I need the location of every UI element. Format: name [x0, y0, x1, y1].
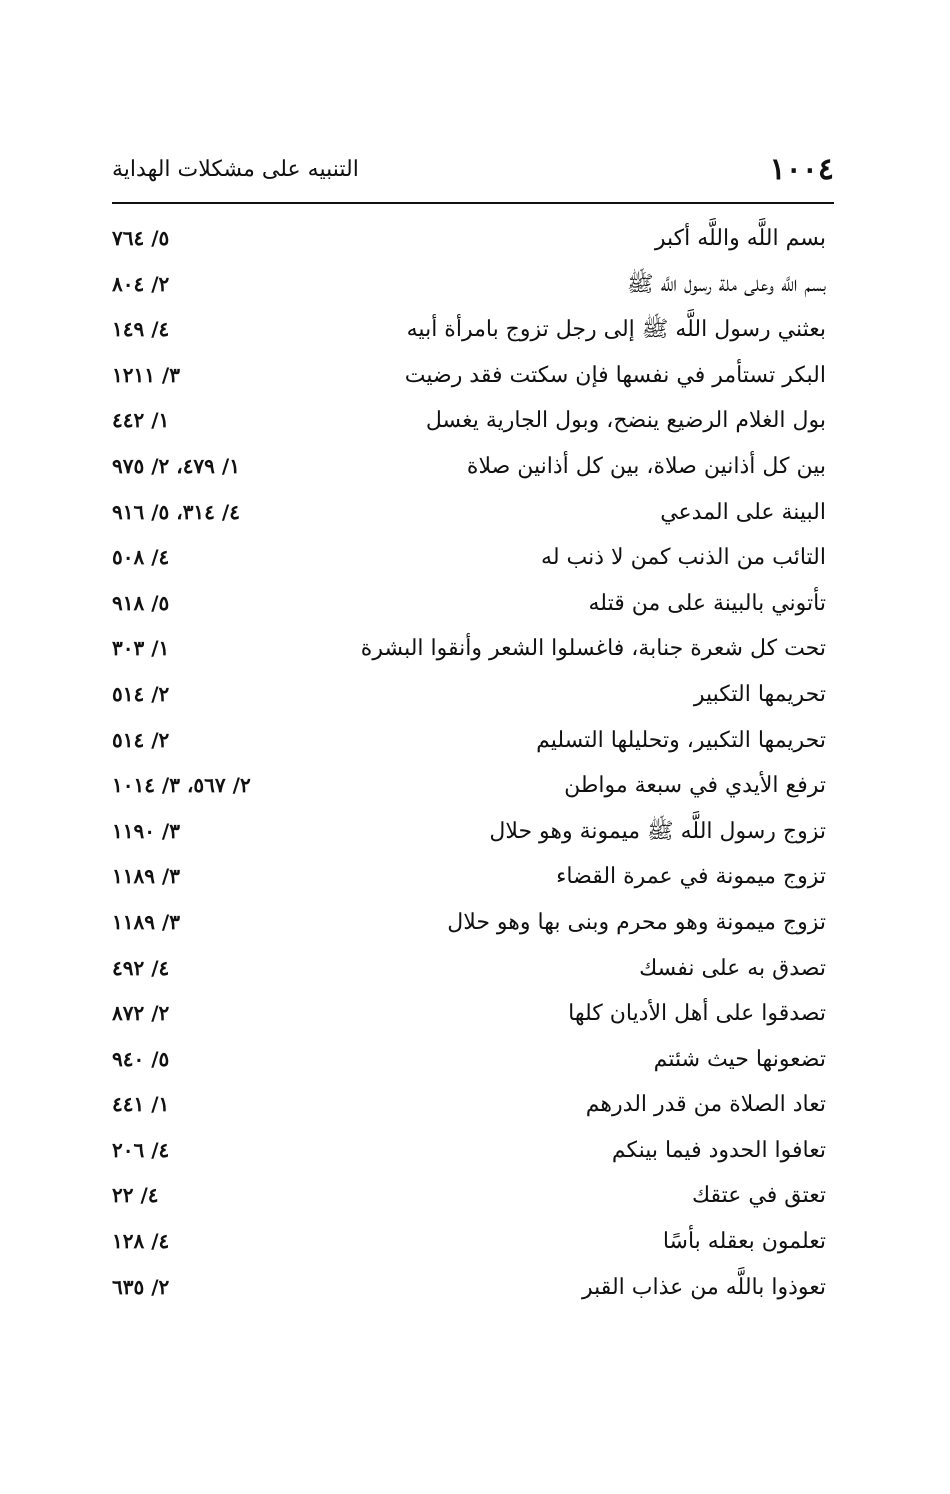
index-entry [112, 946, 826, 992]
volume-page-reference: ٣/ ١٢١١ [112, 362, 180, 387]
hadith-text: تعتق في عتقك [692, 1183, 826, 1209]
index-entry [112, 535, 826, 581]
index-entry [112, 900, 826, 946]
book-title: التنبيه على مشكلات الهداية [112, 157, 359, 182]
hadith-text: تزوج ميمونة وهو محرم وبنى بها وهو حلال [447, 909, 826, 935]
index-entry [112, 581, 826, 627]
volume-page-reference: ٣/ ١١٩٠ [112, 818, 180, 843]
hadith-text: تحريمها التكبير [693, 681, 826, 707]
volume-page-reference: ٤/ ١٢٨ [112, 1229, 170, 1254]
page-number: ١٠٠٤ [769, 152, 834, 187]
volume-page-reference: ٢/ ٥٦٧، ٣/ ١٠١٤ [112, 773, 251, 798]
volume-page-reference: ٥/ ٩١٨ [112, 590, 170, 615]
hadith-text: تضعونها حيث شئتم [653, 1046, 826, 1072]
hadith-text: تعلمون بعقله بأسًا [662, 1229, 826, 1255]
index-entry [112, 490, 826, 536]
index-entry [112, 1219, 826, 1265]
hadith-text: تصدق به على نفسك [639, 955, 826, 981]
index-entry [112, 1173, 826, 1219]
index-entry [112, 307, 826, 353]
volume-page-reference: ١/ ٤٤١ [112, 1092, 170, 1117]
volume-page-reference: ٢/ ٦٣٥ [112, 1274, 170, 1299]
index-entry [112, 672, 826, 718]
hadith-text: تصدقوا على أهل الأديان كلها [568, 1001, 826, 1027]
hadith-text: تزوج ميمونة في عمرة القضاء [556, 864, 826, 890]
volume-page-reference: ٤/ ٥٠٨ [112, 545, 170, 570]
index-entry [112, 1082, 826, 1128]
index-entry [112, 1037, 826, 1083]
index-entry [112, 763, 826, 809]
hadith-text: بسم اللَّه واللَّه أكبر [654, 226, 826, 251]
hadith-text: تعوذوا باللَّه من عذاب القبر [582, 1274, 826, 1300]
volume-page-reference: ٣/ ١١٨٩ [112, 864, 180, 889]
volume-page-reference: ٤/ ٣١٤، ٥/ ٩١٦ [112, 499, 240, 524]
index-entry [112, 1265, 826, 1311]
index-entry [112, 216, 826, 262]
hadith-text: تأتوني بالبينة على من قتله [588, 590, 826, 616]
hadith-text: تعافوا الحدود فيما بينكم [611, 1137, 826, 1163]
index-entry [112, 262, 826, 308]
index-entry [112, 398, 826, 444]
index-entry [112, 854, 826, 900]
volume-page-reference: ٢/ ٨٧٢ [112, 1001, 170, 1026]
hadith-text: بسم اللَّه وعلى ملة رسول اللَّه ﷺ [626, 271, 826, 297]
volume-page-reference: ١/ ٤٧٩، ٢/ ٩٧٥ [112, 453, 240, 478]
hadith-text: تحريمها التكبير، وتحليلها التسليم [536, 727, 826, 753]
hadith-text: ترفع الأيدي في سبعة مواطن [564, 773, 826, 799]
index-entry [112, 1128, 826, 1174]
volume-page-reference: ١/ ٣٠٣ [112, 636, 170, 661]
volume-page-reference: ٥/ ٧٦٤ [112, 226, 170, 250]
index-entry [112, 353, 826, 399]
volume-page-reference: ٢/ ٥١٤ [112, 681, 170, 706]
volume-page-reference: ٤/ ١٤٩ [112, 317, 170, 342]
volume-page-reference: ٢/ ٥١٤ [112, 727, 170, 752]
header-rule [112, 202, 834, 204]
hadith-text: تزوج رسول اللَّه ﷺ ميمونة وهو حلال [489, 818, 826, 844]
volume-page-reference: ٣/ ١١٨٩ [112, 909, 180, 934]
index-entry [112, 626, 826, 672]
volume-page-reference: ١/ ٤٤٢ [112, 408, 170, 433]
hadith-text: بول الغلام الرضيع ينضح، وبول الجارية يغسل [425, 408, 826, 434]
volume-page-reference: ٢/ ٨٠٤ [112, 271, 170, 296]
hadith-text: بين كل أذانين صلاة، بين كل أذانين صلاة [466, 453, 826, 479]
index-entry [112, 444, 826, 490]
volume-page-reference: ٥/ ٩٤٠ [112, 1046, 170, 1071]
volume-page-reference: ٤/ ٤٩٢ [112, 955, 170, 980]
hadith-text: تعاد الصلاة من قدر الدرهم [585, 1092, 826, 1118]
hadith-index-list [112, 216, 826, 1310]
volume-page-reference: ٤/ ٢٠٦ [112, 1137, 170, 1162]
index-entry [112, 991, 826, 1037]
index-entry [112, 809, 826, 855]
hadith-text: تحت كل شعرة جنابة، فاغسلوا الشعر وأنقوا البشرة [360, 636, 826, 662]
volume-page-reference: ٤/ ٢٢ [112, 1183, 159, 1208]
hadith-text: بعثني رسول اللَّه ﷺ إلى رجل تزوج بامرأة أبيه [406, 317, 826, 343]
hadith-text: البكر تستأمر في نفسها فإن سكتت فقد رضيت [404, 362, 826, 388]
hadith-text: البينة على المدعي [660, 499, 826, 525]
index-entry [112, 718, 826, 764]
hadith-text: التائب من الذنب كمن لا ذنب له [541, 545, 826, 571]
running-header [112, 150, 834, 190]
